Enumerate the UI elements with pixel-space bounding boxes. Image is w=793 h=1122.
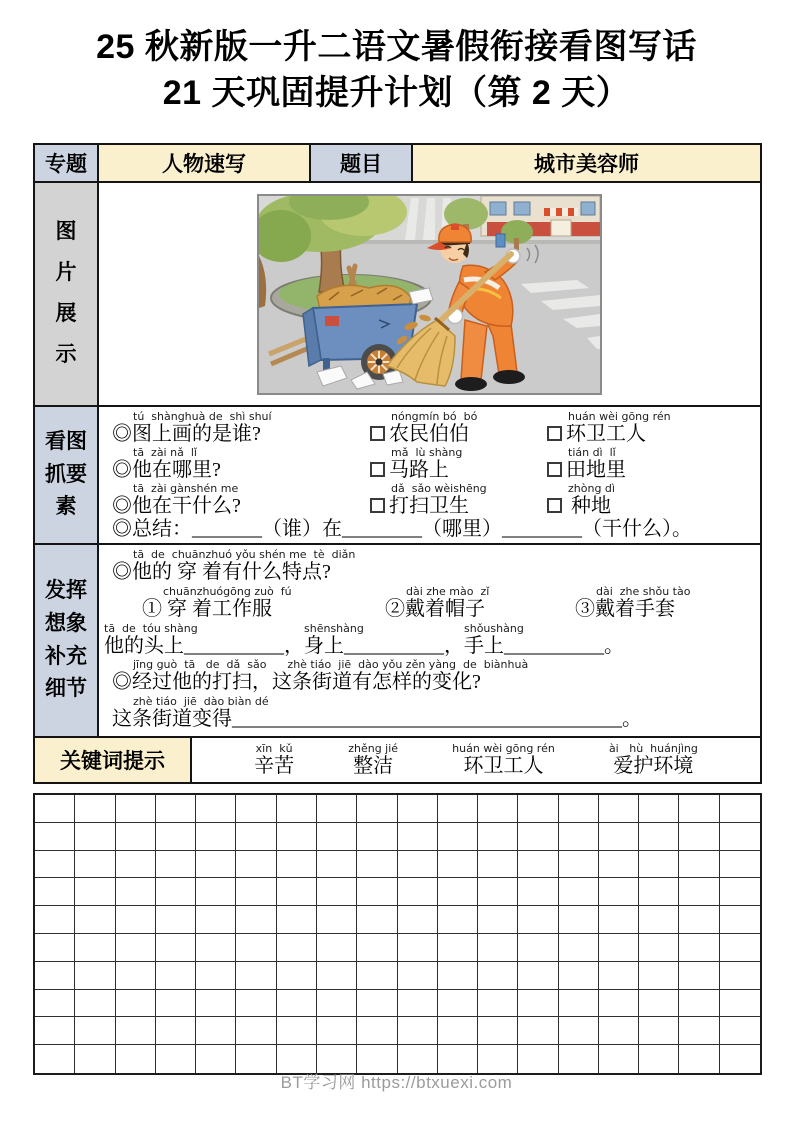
grid-cell[interactable] [518,990,558,1018]
grid-cell[interactable] [478,990,518,1018]
grid-cell[interactable] [156,823,196,851]
grid-cell[interactable] [156,1017,196,1045]
grid-cell[interactable] [518,962,558,990]
feature-uniform: chuānzhuógōng zuò fú ① 穿 着工作服 [142,584,292,620]
grid-cell[interactable] [599,934,639,962]
elements-section-label: 看图抓要素 [35,407,99,543]
grid-cell[interactable] [639,851,679,879]
grid-cell[interactable] [438,878,478,906]
grid-cell[interactable] [116,878,156,906]
grid-cell[interactable] [639,934,679,962]
grid-cell[interactable] [599,990,639,1018]
grid-cell[interactable] [720,795,760,823]
grid-cell[interactable] [75,878,115,906]
question-row-where [104,446,754,482]
grid-cell[interactable] [398,990,438,1018]
scene-illustration [257,194,602,395]
grid-cell[interactable] [116,795,156,823]
grid-cell[interactable] [679,962,719,990]
fill-head: tā de tóu shàng 他的头上__________， [104,621,304,657]
grid-cell[interactable] [35,795,75,823]
question-where: tā zài nǎ lǐ ◎他在哪里? [112,446,221,481]
grid-cell[interactable] [398,1017,438,1045]
grid-cell[interactable] [35,962,75,990]
grid-cell[interactable] [116,990,156,1018]
grid-cell[interactable] [518,851,558,879]
grid-cell[interactable] [478,795,518,823]
grid-cell[interactable] [559,934,599,962]
grid-cell[interactable] [196,962,236,990]
grid-cell[interactable] [116,851,156,879]
checkbox-icon[interactable] [370,462,385,477]
grid-cell[interactable] [75,851,115,879]
fill-body: shēnshàng 身上__________， [304,621,464,657]
grid-cell[interactable] [559,1017,599,1045]
grid-cell[interactable] [639,878,679,906]
grid-cell[interactable] [398,823,438,851]
grid-cell[interactable] [236,878,276,906]
grid-cell[interactable] [35,934,75,962]
question-doing: tā zài gànshén me ◎他在干什么? [112,482,241,517]
elements-row [35,407,760,545]
grid-cell[interactable] [599,962,639,990]
clothing-fill-sentence [104,622,754,658]
grid-cell[interactable] [398,906,438,934]
image-section-label: 图片展示 [35,183,99,405]
grid-cell[interactable] [236,851,276,879]
grid-cell[interactable] [478,823,518,851]
option-field[interactable]: tián dì lǐ 田地里 [547,446,754,482]
grid-cell[interactable] [75,962,115,990]
grid-cell[interactable] [116,823,156,851]
grid-cell[interactable] [236,906,276,934]
grid-cell[interactable] [679,795,719,823]
grid-cell[interactable] [639,1017,679,1045]
grid-cell[interactable] [639,990,679,1018]
grid-cell[interactable] [720,990,760,1018]
grid-cell[interactable] [35,878,75,906]
keyword-xinku: xīn kǔ 辛苦 [254,742,295,777]
grid-cell[interactable] [559,878,599,906]
checkbox-icon[interactable] [547,498,562,513]
grid-cell[interactable] [156,851,196,879]
option-farming[interactable]: zhòng dì 种地 [547,482,754,518]
grid-cell[interactable] [679,823,719,851]
grid-cell[interactable] [317,906,357,934]
subject-label: 题目 [311,145,413,181]
grid-cell[interactable] [599,823,639,851]
grid-cell[interactable] [357,1017,397,1045]
topic-label: 专题 [35,145,99,181]
grid-cell[interactable] [317,823,357,851]
grid-cell[interactable] [720,934,760,962]
option-cleaning[interactable]: dǎ sǎo wèishēng 打扫卫生 [370,482,547,518]
grid-cell[interactable] [116,962,156,990]
grid-cell[interactable] [236,823,276,851]
header-row [35,145,760,183]
buildings [481,196,600,236]
grid-cell[interactable] [398,962,438,990]
grid-cell[interactable] [720,1017,760,1045]
grid-cell[interactable] [236,1017,276,1045]
grid-cell[interactable] [357,823,397,851]
grid-cell[interactable] [317,878,357,906]
grid-cell[interactable] [75,990,115,1018]
grid-cell[interactable] [518,1017,558,1045]
grid-cell[interactable] [639,795,679,823]
grid-cell[interactable] [720,878,760,906]
grid-cell[interactable] [398,795,438,823]
grid-cell[interactable] [357,934,397,962]
imagine-section-label: 发挥想象补充细节 [35,545,99,736]
grid-cell[interactable] [357,990,397,1018]
title-line-2: 21 天巩固提升计划（第 2 天） [162,74,631,112]
keywords-label: 关键词提示 [35,738,192,782]
grid-cell[interactable] [599,795,639,823]
worksheet-title [0,24,793,116]
street-change-fill: zhè tiáo jiē dào biàn dé 这条街道变得_______________________________________。 [112,695,642,730]
grid-cell[interactable] [277,795,317,823]
grid-cell[interactable] [156,795,196,823]
grid-cell[interactable] [438,934,478,962]
grid-cell[interactable] [75,1017,115,1045]
grid-cell[interactable] [357,851,397,879]
imagine-content [99,545,760,736]
elements-content [99,407,760,543]
grid-cell[interactable] [317,934,357,962]
grid-cell[interactable] [277,990,317,1018]
grid-cell[interactable] [559,823,599,851]
grid-cell[interactable] [720,906,760,934]
grid-cell[interactable] [357,962,397,990]
clothing-question: tā de chuānzhuó yǒu shén me tè diǎn ◎他的 穿 着有什么特点? [112,548,356,583]
checkbox-icon[interactable] [547,462,562,477]
grid-cell[interactable] [478,1017,518,1045]
grid-cell[interactable] [196,934,236,962]
grid-cell[interactable] [236,934,276,962]
grid-cell[interactable] [438,990,478,1018]
grid-cell[interactable] [438,823,478,851]
grid-cell[interactable] [156,962,196,990]
grid-cell[interactable] [559,990,599,1018]
grid-cell[interactable] [438,1017,478,1045]
grid-cell[interactable] [599,1017,639,1045]
grid-cell[interactable] [317,962,357,990]
grid-cell[interactable] [518,906,558,934]
subject-value: 城市美容师 [413,145,760,181]
grid-cell[interactable] [277,906,317,934]
grid-cell[interactable] [518,823,558,851]
topic-value: 人物速写 [99,145,311,181]
feature-gloves: dài zhe shǒu tào ③戴着手套 [575,584,691,620]
grid-cell[interactable] [156,990,196,1018]
keywords-content [192,738,760,782]
grid-cell[interactable] [116,906,156,934]
grid-cell[interactable] [156,906,196,934]
grid-cell[interactable] [679,1017,719,1045]
grid-cell[interactable] [357,795,397,823]
keyword-aihuhuanjing: ài hù huánjìng 爱护环境 [608,742,698,777]
image-row [35,183,760,407]
grid-cell[interactable] [35,823,75,851]
grid-cell[interactable] [720,823,760,851]
grid-cell[interactable] [518,795,558,823]
grid-cell[interactable] [116,1017,156,1045]
grid-cell[interactable] [599,878,639,906]
grid-cell[interactable] [196,1017,236,1045]
checkbox-icon[interactable] [370,426,385,441]
grid-cell[interactable] [599,906,639,934]
grid-cell[interactable] [277,878,317,906]
option-road[interactable]: mǎ lù shàng 马路上 [370,446,547,482]
grid-cell[interactable] [478,906,518,934]
checkbox-icon[interactable] [547,426,562,441]
grid-cell[interactable] [236,795,276,823]
title-line-1: 25 秋新版一升二语文暑假衔接看图写话 [96,28,697,66]
grid-cell[interactable] [75,906,115,934]
writing-grid [33,793,762,1075]
grid-cell[interactable] [478,934,518,962]
option-sanitation-worker[interactable]: huán wèi gōng rén 环卫工人 [547,410,754,446]
grid-cell[interactable] [398,878,438,906]
grid-cell[interactable] [277,851,317,879]
grid-cell[interactable] [679,934,719,962]
grid-cell[interactable] [116,934,156,962]
grid-cell[interactable] [559,795,599,823]
grid-cell[interactable] [478,851,518,879]
grid-cell[interactable] [478,878,518,906]
summary-fill-line: ◎总结：_______（谁）在________（哪里）________（干什么）。 [112,518,692,540]
grid-cell[interactable] [277,934,317,962]
grid-cell[interactable] [438,962,478,990]
street-change-question: jīng guò tā de dǎ sǎo zhè tiáo jiē dào yǒu zěn yàng de biànhuà ◎经过他的打扫，这条街道有怎样的变化? [112,658,529,694]
grid-cell[interactable] [317,990,357,1018]
keyword-huanweigongren: huán wèi gōng rén 环卫工人 [452,742,555,777]
grid-cell[interactable] [679,878,719,906]
grid-cell[interactable] [679,990,719,1018]
question-who: tú shànghuà de shì shuí ◎图上画的是谁? [112,410,272,445]
grid-cell[interactable] [236,962,276,990]
keywords-row [35,738,760,782]
grid-cell[interactable] [357,906,397,934]
grid-cell[interactable] [196,878,236,906]
grid-cell[interactable] [277,1017,317,1045]
street-sweeping-scene [259,196,600,393]
grid-cell[interactable] [518,878,558,906]
grid-cell[interactable] [196,823,236,851]
grid-cell[interactable] [438,795,478,823]
grid-cell[interactable] [398,851,438,879]
grid-cell[interactable] [639,906,679,934]
grid-cell[interactable] [317,851,357,879]
grid-cell[interactable] [438,906,478,934]
clothing-features [104,585,754,621]
grid-cell[interactable] [196,851,236,879]
grid-cell[interactable] [559,962,599,990]
grid-cell[interactable] [720,962,760,990]
grid-cell[interactable] [35,990,75,1018]
grid-cell[interactable] [398,934,438,962]
grid-cell[interactable] [35,906,75,934]
grid-cell[interactable] [317,1017,357,1045]
grid-cell[interactable] [196,990,236,1018]
image-content [99,183,760,405]
grid-cell[interactable] [559,851,599,879]
grid-cell[interactable] [639,962,679,990]
grid-cell[interactable] [277,962,317,990]
grid-cell[interactable] [156,934,196,962]
grid-cell[interactable] [478,962,518,990]
grid-cell[interactable] [35,851,75,879]
grid-cell[interactable] [720,851,760,879]
worksheet-table [33,143,762,784]
grid-cell[interactable] [599,851,639,879]
grid-cell[interactable] [75,934,115,962]
feature-hat: dài zhe mào zǐ ②戴着帽子 [385,584,490,620]
grid-cell[interactable] [196,906,236,934]
question-row-who [104,410,754,446]
grid-cell[interactable] [35,1017,75,1045]
grid-cell[interactable] [277,823,317,851]
grid-cell[interactable] [196,795,236,823]
grid-cell[interactable] [438,851,478,879]
grid-cell[interactable] [679,906,719,934]
grid-cell[interactable] [317,795,357,823]
grid-cell[interactable] [357,878,397,906]
grid-cell[interactable] [559,906,599,934]
grid-cell[interactable] [679,851,719,879]
grid-cell[interactable] [75,795,115,823]
imagine-row [35,545,760,738]
site-watermark: BT学习网 https://btxuexi.com [280,1073,513,1092]
grid-cell[interactable] [156,878,196,906]
option-farmer[interactable]: nóngmín bó bó 农民伯伯 [370,410,547,446]
grid-cell[interactable] [75,823,115,851]
grid-cell[interactable] [639,823,679,851]
question-row-doing [104,482,754,518]
grid-cell[interactable] [236,990,276,1018]
grid-cell[interactable] [518,934,558,962]
keyword-zhengjie: zhěng jié 整洁 [348,742,399,777]
fill-hands: shǒushàng 手上__________。 [464,621,624,657]
checkbox-icon[interactable] [370,498,385,513]
